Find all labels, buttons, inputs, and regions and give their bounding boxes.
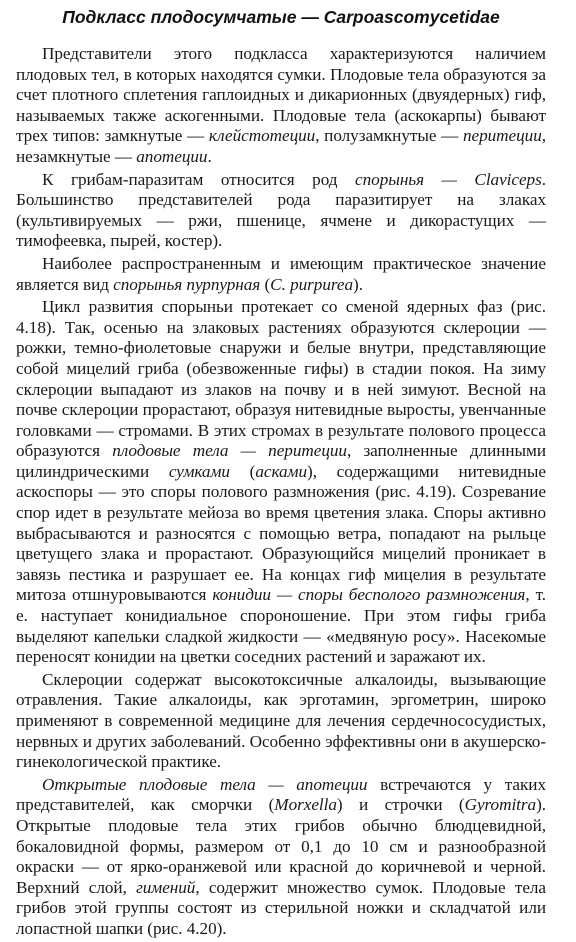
paragraph-apotecii [16, 775, 546, 940]
text-run: , содержит множество сумок. Плодовые тела грибов этой группы состоят из стерильной ножки и складчатой или лопастной шапки (рис. 4.20). [16, 877, 547, 938]
term-askami: асками [255, 461, 308, 481]
term-gimenii: гимений [136, 877, 196, 897]
text-run: ). Открытые плодовые тела этих грибов обычно блюдцевидной, бокаловидной формы, размером от 0,1 до 10 см и разнообразной окраски — от ярко-оранжевой или красной до коричневой и черной. Верхний слой, [16, 795, 547, 897]
text-run: , заполненные длинными цилиндрическими [16, 441, 547, 481]
paragraph-purpurea [16, 254, 546, 295]
text-run: Цикл развития спорыньи протекает со сменой ядерных фаз (рис. 4.18). Так, осенью на злаковых растениях образуются склероции — рожки, темно-фиолетовые снаружи и белые внутри, представляющие собой мицелий гриба (обезвоженные гифы) в стадии покоя. На зиму склероции выпадают из злаков на почву и в ней зимуют. Весной на почве склероции прорастают, образуя нитевидные выросты, увенчанные головками — стромами. В этих стромах в результате полового процесса образуются [16, 297, 546, 461]
section-heading: Подкласс плодосумчатые — Carpoascomycetidae [62, 7, 500, 27]
term-kleistotecii: клейстотеции [208, 126, 316, 146]
text-run: , т. е. наступает конидиальное спороношение. При этом гифы гриба выделяют капельки сладкой жидкости — «медвяную росу». Насекомые переносят конидии на цветки соседних растений и заражают их. [16, 585, 546, 667]
paragraph-cikl-razvitiya [16, 297, 546, 668]
text-run: ) и строчки ( [336, 795, 465, 815]
term-apotecii: апотеции [136, 146, 208, 166]
text-run: Представители этого подкласса характеризуются наличием плодовых тел, в которых находятся сумки. Плодовые тела образуются за счет плотного сплетения гаплоидных и дикарионных (двуядерных) гиф, называемых также аскогенными. Плодовые тела (аскокарпы) бывают трех типов: замкнутые — [16, 44, 546, 146]
term-sporynya: спорынья — Claviceps [355, 169, 542, 189]
term-otkrytye-plodovye-tela: Открытые плодовые тела — апотеции [42, 774, 368, 794]
text-run: ). [353, 274, 363, 294]
paragraph-claviceps [16, 170, 546, 252]
text-run: ( [229, 461, 256, 481]
term-konidii: конидии — споры бесполого размножения [212, 585, 526, 605]
text-run: Наиболее распространенным и имеющим практическое значение является вид [16, 253, 546, 294]
term-sporynya-purpurnaya: спорынья пурпурная [113, 274, 261, 294]
term-gyromitra: Gyromitra [464, 795, 537, 815]
term-peritecii: перитеции [462, 126, 542, 146]
text-run: , незамкнутые — [16, 126, 546, 166]
text-run: Склероции содержат высокотоксичные алкалоиды, вызывающие отравления. Такие алкалоиды, как эрготамин, эргометрин, широко применяют в современной медицине для лечения сердечнососудистых, нервных и других заболеваний. Особенно эффективны они в акушерско-гинекологической практике. [16, 669, 546, 772]
term-sumkami: сумками [168, 461, 230, 481]
text-run: встречаются у таких представителей, как сморчки ( [16, 774, 546, 815]
term-plodovye-tela-peritecii: плодовые тела — перитеции [112, 441, 347, 461]
text-run: К грибам-паразитам относится род [42, 169, 356, 189]
text-run: , полузамкнутые — [315, 126, 463, 146]
text-run: ( [260, 274, 271, 294]
term-morxella: Morxella [274, 795, 337, 815]
text-run: . [207, 146, 212, 166]
document-page [16, 0, 546, 942]
paragraph-alkaloidy [16, 670, 546, 773]
text-run: ), содержащими нитевидные аскоспоры — это споры полового размножения (рис. 4.19). Созревание спор идет в результате мейоза во время цветения злака. Споры активно выбрасываются и разносятся с помощью ветра, попадают на рыльце цветущего злака и прорастают. Образующийся мицелий проникает в завязь пестика и разрушает ее. На концах гиф мицелия в результате митоза отшнуровываются [16, 461, 546, 605]
paragraph-plodovye-tela [16, 44, 546, 168]
text-run: . Большинство представителей рода паразитирует на злаках (культивируемых — ржи, пшенице, ячмене и дикорастущих — тимофеевка, пырей, костер). [16, 169, 546, 251]
term-c-purpurea: C. purpurea [270, 274, 354, 294]
